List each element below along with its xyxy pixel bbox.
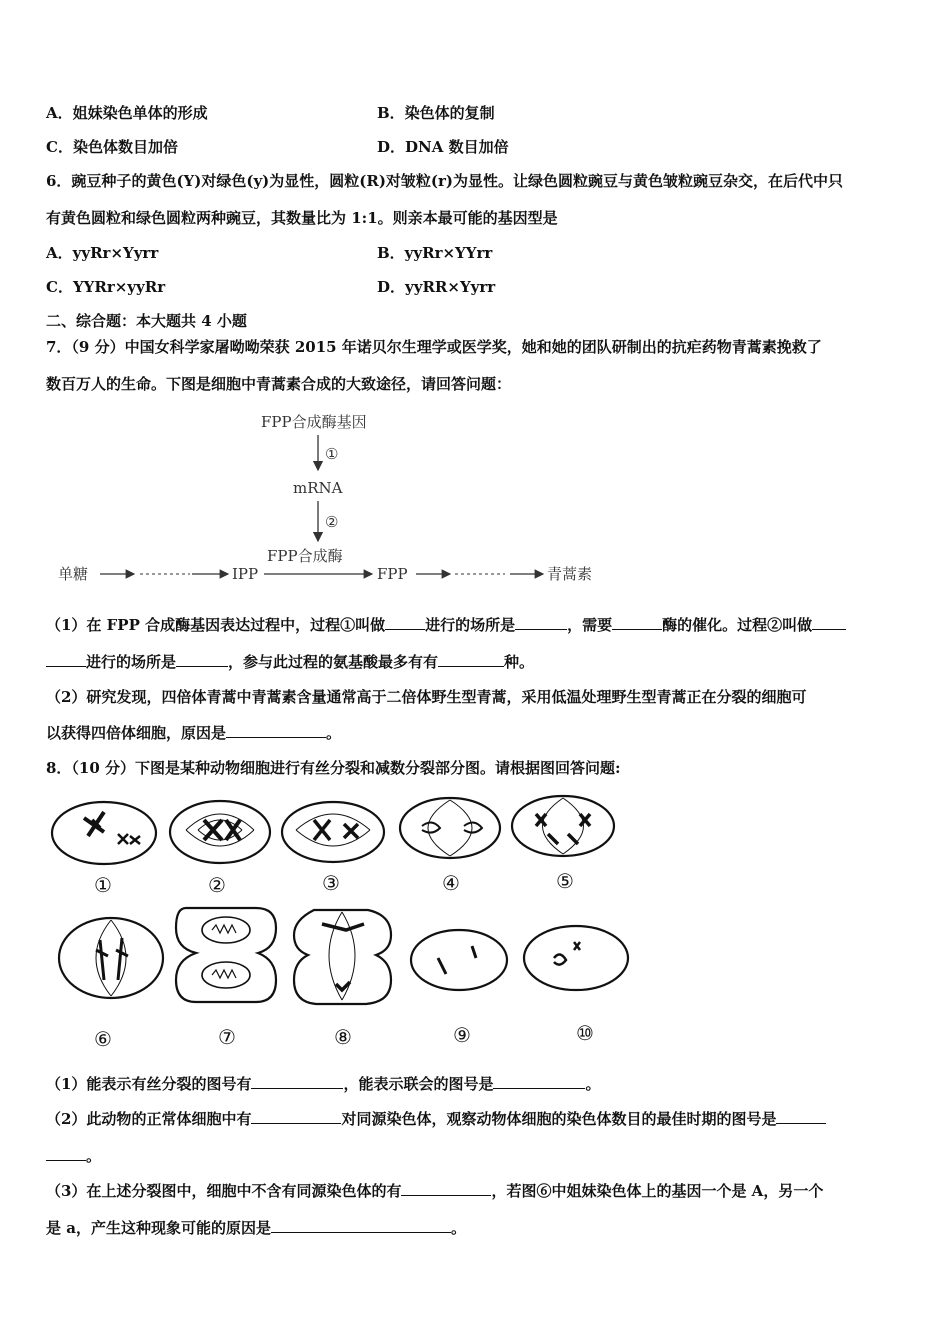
q7-part2-line1: （2）研究发现，四倍体青蒿中青蒿素含量通常高于二倍体野生型青蒿，采用低温处理野生型青蒿正在分裂的细胞可	[46, 688, 807, 706]
q7-blank-reason[interactable]	[226, 723, 326, 738]
q6-stem-line2: 有黄色圆粒和绿色圆粒两种豌豆，其数量比为 1:1。则亲本最可能的基因型是	[46, 209, 558, 227]
cell-5	[512, 796, 614, 856]
cell-2	[170, 801, 270, 863]
q8-part3-text-d: 。	[450, 1219, 466, 1237]
q6-option-b: B．yyRr×YYrr	[377, 244, 493, 262]
cell-label-4: ④	[442, 871, 460, 895]
q7-blank-amino-acids[interactable]	[438, 652, 504, 667]
q5-option-c: C．染色体数目加倍	[46, 138, 178, 156]
cell-label-7: ⑦	[218, 1025, 236, 1049]
cell-label-2: ②	[208, 873, 226, 897]
q7-part1-text-a: （1）在 FPP 合成酶基因表达过程中，过程①叫做	[46, 616, 386, 634]
q7-blank-process2-start[interactable]	[812, 615, 846, 630]
q7-part1-text-c: ，需要	[567, 616, 613, 634]
q7-blank-process2[interactable]	[46, 652, 86, 667]
artemisinin-pathway-diagram	[50, 405, 610, 590]
q7-part2-text-b: 以获得四倍体细胞，原因是	[46, 724, 227, 742]
cell-9	[411, 930, 507, 990]
q8-part1-text-c: 。	[585, 1075, 601, 1093]
q7-part1-text-e: 进行的场所是	[86, 653, 177, 671]
section-2-heading: 二、综合题：本大题共 4 小题	[46, 312, 247, 330]
q8-part2-text-b: 对同源染色体，观察动物体细胞的染色体数目的最佳时期的图号是	[341, 1110, 777, 1128]
q6-option-d: D．yyRR×Yyrr	[377, 278, 496, 296]
q7-part2-line2	[46, 723, 341, 743]
diagram-enzyme-label: FPP合成酶	[267, 547, 343, 565]
q8-part2-text-c: 。	[86, 1147, 102, 1165]
q6-option-c: C．YYRr×yyRr	[46, 278, 166, 296]
cell-label-8: ⑧	[334, 1025, 352, 1049]
q5-option-b: B．染色体的复制	[377, 104, 495, 122]
cell-label-6: ⑥	[94, 1027, 112, 1051]
q7-blank-site1[interactable]	[515, 615, 567, 630]
q8-part3-line2	[46, 1218, 466, 1238]
q8-part2-text-a: （2）此动物的正常体细胞中有	[46, 1110, 252, 1128]
diagram-step-1-label: ①	[325, 445, 339, 463]
cell-label-9: ⑨	[453, 1023, 471, 1047]
q8-part3-line1	[46, 1181, 823, 1201]
diagram-ipp-label: IPP	[232, 565, 259, 583]
cell-4	[400, 798, 500, 858]
q8-part1	[46, 1074, 600, 1094]
q7-blank-enzyme[interactable]	[612, 615, 662, 630]
cell-1	[52, 802, 156, 864]
q7-part1-text-f: ，参与此过程的氨基酸最多有有	[228, 653, 439, 671]
q7-blank-site2[interactable]	[176, 652, 228, 667]
q7-part1-text-b: 进行的场所是	[425, 616, 516, 634]
q7-part1-line2	[46, 652, 534, 672]
q8-blank-best-period[interactable]	[46, 1146, 86, 1161]
q8-blank-mitosis[interactable]	[251, 1074, 343, 1089]
q8-part1-text-a: （1）能表示有丝分裂的图号有	[46, 1075, 252, 1093]
q7-stem-line1: 7．（9 分）中国女科学家屠呦呦荣获 2015 年诺贝尔生理学或医学奖，她和她的团队研制出的抗疟药物青蒿素挽救了	[46, 338, 822, 356]
q7-part2-text-c: 。	[326, 724, 342, 742]
q8-part3-text-a: （3）在上述分裂图中，细胞中不含有同源染色体的有	[46, 1182, 402, 1200]
cell-6	[59, 918, 163, 998]
q8-blank-best-period-start[interactable]	[776, 1109, 826, 1124]
cell-label-3: ③	[322, 871, 340, 895]
cell-8	[294, 910, 391, 1004]
q8-part1-text-b: ，能表示联会的图号是	[343, 1075, 494, 1093]
q8-blank-cause[interactable]	[271, 1218, 451, 1233]
q8-part2-line2	[46, 1146, 101, 1166]
cell-3	[282, 802, 384, 862]
cell-division-figures	[46, 790, 636, 1052]
q8-stem: 8．（10 分）下图是某种动物细胞进行有丝分裂和减数分裂部分图。请根据图回答问题:	[46, 759, 621, 777]
cell-7	[176, 908, 276, 1002]
q7-stem-line2: 数百万人的生命。下图是细胞中青蒿素合成的大致途径，请回答问题：	[46, 375, 512, 393]
diagram-gene-label: FPP合成酶基因	[261, 413, 367, 431]
q8-blank-synapsis[interactable]	[493, 1074, 585, 1089]
q7-part1-text-d: 酶的催化。过程②叫做	[662, 616, 813, 634]
cell-label-10: ⑩	[576, 1021, 594, 1045]
q8-blank-no-homologous[interactable]	[401, 1181, 491, 1196]
diagram-product-label: 青蒿素	[547, 565, 593, 583]
q8-blank-pairs[interactable]	[251, 1109, 341, 1124]
q8-part3-text-b: ，若图⑥中姐妹染色体上的基因一个是 A，另一个	[491, 1182, 824, 1200]
q7-part1-text-g: 种。	[504, 653, 535, 671]
cell-label-5: ⑤	[556, 869, 574, 893]
q7-blank-process1[interactable]	[385, 615, 425, 630]
q8-part2-line1	[46, 1109, 826, 1129]
diagram-step-2-label: ②	[325, 513, 339, 531]
diagram-fpp-label: FPP	[377, 565, 408, 583]
cell-10	[524, 926, 628, 990]
q7-part1-line1	[46, 615, 846, 635]
diagram-mrna-label: mRNA	[293, 479, 343, 497]
q6-stem-line1: 6．豌豆种子的黄色(Y)对绿色(y)为显性，圆粒(R)对皱粒(r)为显性。让绿色圆粒豌豆与黄色皱粒豌豆杂交，在后代中只	[46, 172, 844, 190]
q5-option-a: A．姐妹染色单体的形成	[46, 104, 208, 122]
q6-option-a: A．yyRr×Yyrr	[46, 244, 159, 262]
cell-label-1: ①	[94, 873, 112, 897]
q5-option-d: D．DNA 数目加倍	[377, 138, 509, 156]
diagram-sugar-label: 单糖	[58, 565, 89, 583]
q8-part3-text-c: 是 a，产生这种现象可能的原因是	[46, 1219, 271, 1237]
